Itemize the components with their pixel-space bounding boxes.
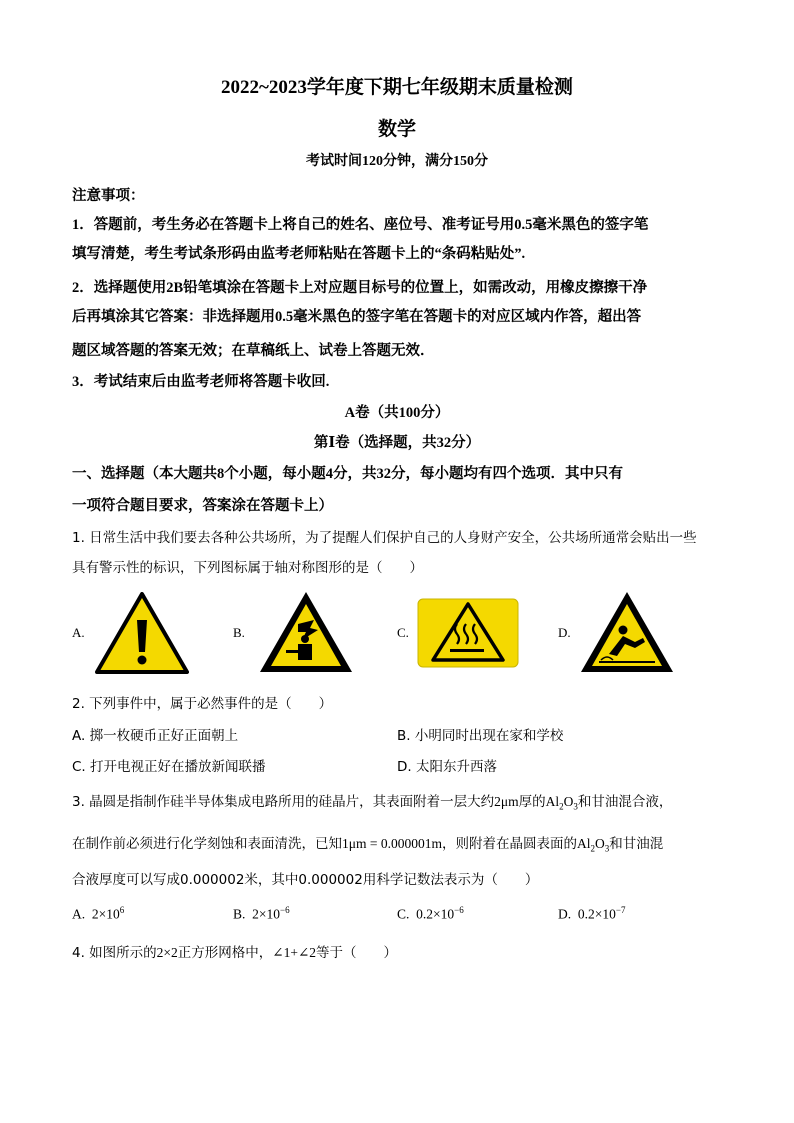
section-instruction: 一项符合题目要求，答案涂在答题卡上） — [72, 498, 333, 514]
q3-text: 在制作前必须进行化学刻蚀和表面清洗，已知 — [72, 836, 342, 852]
q3-text: 3. 晶圆是指制作硅半导体集成电路所用的硅晶片，其表面附着一层大约 — [72, 794, 495, 810]
part-i-heading: 第Ⅰ卷（选择题，共32分） — [313, 435, 481, 451]
part-a-heading: A卷（共100分） — [344, 405, 450, 421]
q3-line-1 — [72, 790, 672, 812]
q3-text: ，则附着在晶圆表面的 — [441, 836, 577, 852]
q1-stem: 1. 日常生活中我们要去各种公共场所，为了提醒人们保护自己的人身财产安全，公共场所通常会贴出一些 — [72, 530, 697, 546]
q3-option-c: C. $0.2\times 10^{-6}$ — [397, 905, 464, 922]
q3-line-3: 合液厚度可以写成0.000002米，其中0.000002用科学记数法表示为（ ） — [72, 872, 539, 888]
q3-line-2 — [72, 832, 663, 854]
q1-option-c-label: C. — [397, 625, 409, 640]
notes-line: 2．选择题使用2B铅笔填涂在答题卡上对应题目标号的位置上，如需改动，用橡皮擦擦干净 — [72, 280, 648, 296]
q3-chem-formula: $Al_2O_3$ — [576, 836, 610, 854]
notes-line: 题区域答题的答案无效；在草稿纸上、试卷上答题无效． — [72, 343, 435, 359]
exclamation-warning-icon — [95, 592, 189, 674]
q1-stem: 具有警示性的标识，下列图标属于轴对称图形的是（ ） — [72, 560, 423, 576]
q4-stem: 4. 如图所示的2×2正方形网格中，∠1+∠2等于（ ） — [72, 945, 398, 961]
q3-chem-formula: $Al_2O_3$ — [545, 794, 578, 812]
q2-option-c: C. 打开电视正好在播放新闻联播 — [72, 759, 266, 775]
notes-line: 1．答题前，考生务必在答题卡上将自己的姓名、座位号、准考证号用0.5毫米黑色的签字笔 — [72, 217, 649, 233]
q1-option-d-label: D. — [558, 625, 571, 640]
q2-stem: 2. 下列事件中，属于必然事件的是（ ） — [72, 696, 333, 712]
hot-surface-icon — [417, 598, 519, 668]
electrical-hazard-icon — [258, 590, 354, 674]
q3-text: 厚的 — [518, 794, 546, 810]
q3-text: 和甘油混 — [609, 836, 664, 852]
notes-line: 3．考试结束后由监考老师将答题卡收回. — [72, 374, 330, 390]
q3-option-b: B. $2\times 10^{-6}$ — [233, 905, 290, 922]
notes-line: 填写清楚，考生考试条形码由监考老师粘贴在答题卡上的“条码粘贴处”. — [72, 246, 526, 262]
exam-meta: 考试时间120分钟，满分150分 — [306, 154, 488, 169]
subject-title: 数学 — [377, 119, 416, 140]
notes-line: 后再填涂其它答案：非选择题用0.5毫米黑色的签字笔在答题卡的对应区域内作答，超出答 — [72, 309, 642, 325]
q2-option-a: A. 掷一枚硬币正好正面朝上 — [72, 728, 239, 744]
q3-option-a: A. $2\times 10^6$ — [72, 905, 125, 922]
exam-title: 2022~2023学年度下期七年级期末质量检测 — [221, 77, 573, 98]
q3-equation: 1μm = 0.000001m — [342, 836, 442, 851]
q3-option-d: D. $0.2\times 10^{-7}$ — [558, 905, 626, 922]
section-instruction: 一、选择题（本大题共8个小题，每小题4分，共32分，每小题均有四个选项．其中只有 — [72, 466, 623, 482]
notes-heading: 注意事项： — [72, 188, 145, 204]
q3-text: 和甘油混合液， — [577, 794, 673, 810]
q2-option-b: B. 小明同时出现在家和学校 — [397, 728, 564, 744]
slippery-floor-icon — [579, 590, 675, 674]
q2-option-d: D. 太阳东升西落 — [397, 759, 497, 775]
q3-unit: 2μm — [494, 794, 519, 809]
q1-option-b-label: B. — [233, 625, 245, 640]
q1-option-a-label: A. — [72, 625, 85, 640]
